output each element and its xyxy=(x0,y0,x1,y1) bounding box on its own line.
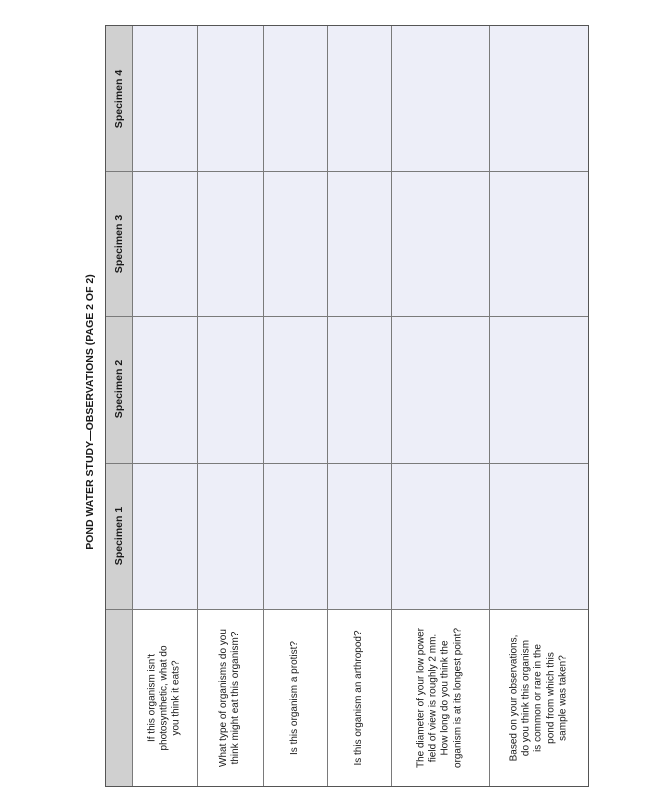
answer-cell[interactable] xyxy=(133,26,197,609)
answer-cell[interactable] xyxy=(392,26,489,609)
grid-line xyxy=(106,463,588,464)
specimen-2-label: Specimen 2 xyxy=(113,359,125,419)
question-5-label: The diameter of your low power field of view is roughly 2 mm. How long do you think the organism is at its longest point? xyxy=(415,627,464,769)
answer-cell[interactable] xyxy=(198,26,263,609)
grid-line xyxy=(106,171,588,172)
page-title: POND WATER STUDY—OBSERVATIONS (PAGE 2 OF 2) xyxy=(84,274,96,550)
specimen-4-label: Specimen 4 xyxy=(113,69,125,129)
question-4-label: Is this organism an arthropod? xyxy=(352,630,364,766)
grid-line xyxy=(106,316,588,317)
question-6-label: Based on your observations, do you think this organism is common or rare in the pond from which this sample was taken? xyxy=(508,634,569,762)
question-1-label: If this organism isn't photosynthetic, what do you think it eats? xyxy=(146,645,183,751)
grid-line xyxy=(197,26,198,786)
grid-line xyxy=(489,26,490,786)
question-2-label: What type of organisms do you think might eat this organism? xyxy=(217,629,241,767)
grid-line xyxy=(391,26,392,786)
question-3-label: Is this organism a protist? xyxy=(288,641,300,755)
observations-table xyxy=(105,25,589,787)
grid-line xyxy=(132,26,133,786)
grid-line xyxy=(106,609,588,610)
specimen-1-label: Specimen 1 xyxy=(113,506,125,566)
grid-line xyxy=(263,26,264,786)
specimen-3-label: Specimen 3 xyxy=(113,214,125,274)
answer-cell[interactable] xyxy=(328,26,391,609)
grid-line xyxy=(327,26,328,786)
answer-cell[interactable] xyxy=(490,26,588,609)
answer-cell[interactable] xyxy=(264,26,327,609)
corner-cell xyxy=(106,610,132,786)
